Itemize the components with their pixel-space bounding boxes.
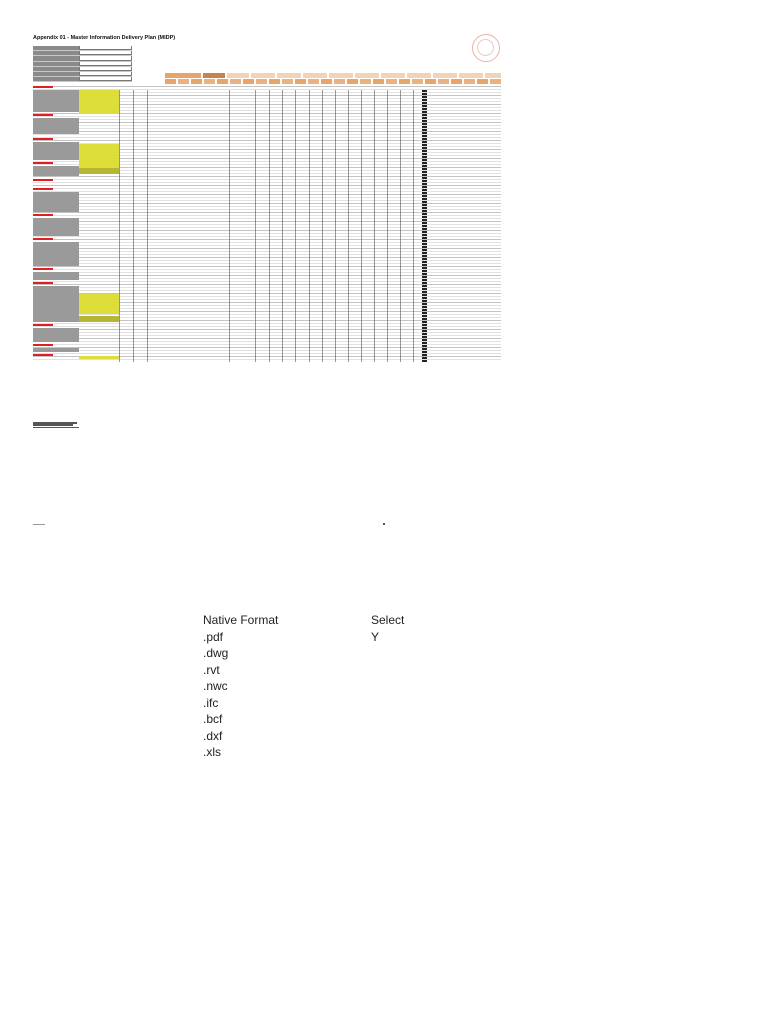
- table-row-line: [33, 233, 501, 234]
- section-marker: [33, 344, 53, 346]
- table-row-line: [33, 194, 501, 195]
- table-row-line: [33, 266, 501, 267]
- format-header: Native Format: [203, 613, 279, 628]
- sheet-title: Appendix 01 - Master Information Delivery Plan (MIDP): [33, 35, 176, 41]
- divider: [33, 524, 45, 525]
- format-extension: .pdf: [203, 629, 224, 644]
- status-mark: [422, 90, 427, 92]
- column-header-cell: [243, 79, 254, 84]
- table-row-line: [33, 191, 501, 192]
- column-group-header: [329, 73, 353, 78]
- status-mark: [422, 249, 427, 251]
- table-row-line: [33, 236, 501, 237]
- column-header-cell: [334, 79, 345, 84]
- status-mark: [422, 150, 427, 152]
- status-mark: [422, 336, 427, 338]
- status-mark: [422, 264, 427, 266]
- column-header-cell: [399, 79, 410, 84]
- column-group-header: [381, 73, 405, 78]
- column-line: [387, 90, 388, 362]
- highlighted-cells: [79, 90, 119, 114]
- table-row-line: [33, 218, 501, 219]
- table-row-line: [33, 227, 501, 228]
- table-row-line: [33, 263, 501, 264]
- row-group-block: [33, 328, 79, 342]
- table-row-line: [33, 242, 501, 243]
- status-mark: [422, 123, 427, 125]
- table-row-line: [33, 212, 501, 213]
- format-row: [203, 629, 431, 646]
- table-row-line: [33, 188, 501, 189]
- format-extension: .xls: [203, 745, 221, 760]
- column-line: [335, 90, 336, 362]
- table-row-line: [33, 284, 501, 285]
- table-row-line: [33, 125, 501, 126]
- section-marker: [33, 162, 53, 164]
- table-row-line: [33, 203, 501, 204]
- column-header-cell: [178, 79, 189, 84]
- column-header-cell: [347, 79, 358, 84]
- status-mark: [422, 210, 427, 212]
- status-mark: [422, 267, 427, 269]
- status-mark: [422, 114, 427, 116]
- table-row-line: [33, 206, 501, 207]
- table-row-line: [33, 257, 501, 258]
- table-row-line: [33, 197, 501, 198]
- table-row-line: [33, 176, 501, 177]
- table-row-line: [33, 329, 501, 330]
- table-row-line: [33, 185, 501, 186]
- column-line: [295, 90, 296, 362]
- status-mark: [422, 333, 427, 335]
- table-row-line: [33, 338, 501, 339]
- format-extension: .rvt: [203, 662, 220, 677]
- highlighted-cells: [79, 356, 119, 359]
- status-mark: [422, 225, 427, 227]
- status-mark: [422, 189, 427, 191]
- section-marker: [33, 324, 53, 326]
- section-marker: [33, 138, 53, 140]
- column-group-header: [251, 73, 275, 78]
- format-rows: [203, 629, 431, 761]
- status-mark: [422, 141, 427, 143]
- status-mark: [422, 240, 427, 242]
- status-mark: [422, 105, 427, 107]
- table-row-line: [33, 278, 501, 279]
- status-mark: [422, 348, 427, 350]
- format-select: Y: [371, 629, 380, 644]
- table-row-line: [33, 239, 501, 240]
- table-row-line: [33, 131, 501, 132]
- format-row: [203, 728, 431, 745]
- column-line: [374, 90, 375, 362]
- row-group-block: [33, 286, 79, 322]
- table-row-line: [33, 200, 501, 201]
- status-mark: [422, 129, 427, 131]
- column-header-cell: [204, 79, 215, 84]
- column-header-cell: [477, 79, 488, 84]
- project-info-block: [33, 46, 132, 82]
- column-header-cell: [490, 79, 501, 84]
- column-line: [322, 90, 323, 362]
- format-row: [203, 711, 431, 728]
- highlighted-cells: [79, 294, 119, 314]
- section-marker: [33, 214, 53, 216]
- status-mark: [422, 126, 427, 128]
- status-mark: [422, 96, 427, 98]
- table-row-line: [33, 128, 501, 129]
- column-line: [255, 90, 256, 362]
- status-mark: [422, 237, 427, 239]
- status-mark: [422, 270, 427, 272]
- column-header-cell: [269, 79, 280, 84]
- status-mark: [422, 279, 427, 281]
- status-mark: [422, 312, 427, 314]
- status-mark: [422, 222, 427, 224]
- status-mark: [422, 120, 427, 122]
- column-group-header: [203, 73, 225, 78]
- status-mark: [422, 258, 427, 260]
- status-mark: [422, 111, 427, 113]
- status-mark: [422, 291, 427, 293]
- status-mark: [422, 183, 427, 185]
- column-line: [147, 90, 148, 362]
- column-header-cell: [438, 79, 449, 84]
- column-header-cell: [412, 79, 423, 84]
- status-mark: [422, 357, 427, 359]
- status-mark: [422, 165, 427, 167]
- status-mark: [422, 213, 427, 215]
- native-format-table: [203, 612, 431, 761]
- column-header-cell: [464, 79, 475, 84]
- section-marker: [33, 238, 53, 240]
- column-group-header: [433, 73, 457, 78]
- format-extension: .ifc: [203, 695, 219, 710]
- table-row-line: [33, 275, 501, 276]
- status-mark: [422, 303, 427, 305]
- table-row-line: [33, 287, 501, 288]
- table-row-line: [33, 269, 501, 270]
- status-mark: [422, 255, 427, 257]
- status-mark: [422, 216, 427, 218]
- highlighted-cells: [79, 144, 119, 168]
- status-mark: [422, 162, 427, 164]
- table-row-line: [33, 182, 501, 183]
- status-mark: [422, 231, 427, 233]
- column-group-header: [355, 73, 379, 78]
- status-mark: [422, 318, 427, 320]
- status-mark: [422, 339, 427, 341]
- status-mark: [422, 186, 427, 188]
- legend-notes: [33, 422, 79, 429]
- format-row: [203, 744, 431, 761]
- status-mark: [422, 207, 427, 209]
- status-mark: [422, 306, 427, 308]
- format-extension: .nwc: [203, 679, 228, 694]
- status-mark: [422, 288, 427, 290]
- status-mark: [422, 195, 427, 197]
- status-mark: [422, 285, 427, 287]
- column-header-cell: [425, 79, 436, 84]
- status-mark: [422, 153, 427, 155]
- status-mark: [422, 330, 427, 332]
- table-row-line: [33, 353, 501, 354]
- divider-mark: [383, 523, 385, 525]
- status-mark: [422, 132, 427, 134]
- column-line: [133, 90, 134, 362]
- column-line: [413, 90, 414, 362]
- status-mark: [422, 180, 427, 182]
- status-mark: [422, 342, 427, 344]
- column-group-header: [459, 73, 483, 78]
- company-seal-logo: [472, 34, 500, 62]
- status-mark: [422, 315, 427, 317]
- table-row-line: [33, 350, 501, 351]
- status-mark: [422, 201, 427, 203]
- status-mark: [422, 276, 427, 278]
- status-mark: [422, 138, 427, 140]
- table-row-line: [33, 272, 501, 273]
- status-mark: [422, 273, 427, 275]
- status-mark: [422, 159, 427, 161]
- table-row-line: [33, 335, 501, 336]
- format-row: [203, 695, 431, 712]
- section-marker: [33, 282, 53, 284]
- table-row-line: [33, 314, 501, 315]
- column-header-cell: [386, 79, 397, 84]
- format-row: [203, 645, 431, 662]
- table-row-line: [33, 122, 501, 123]
- status-mark: [422, 177, 427, 179]
- format-extension: .dwg: [203, 646, 229, 661]
- status-mark: [422, 282, 427, 284]
- format-row: [203, 662, 431, 679]
- table-row-line: [33, 209, 501, 210]
- status-mark: [422, 309, 427, 311]
- status-mark: [422, 243, 427, 245]
- status-mark: [422, 345, 427, 347]
- section-marker: [33, 354, 53, 356]
- status-mark: [422, 354, 427, 356]
- status-mark: [422, 135, 427, 137]
- table-row-line: [33, 344, 501, 345]
- table-row-line: [33, 260, 501, 261]
- midp-table: [33, 86, 501, 362]
- column-line: [361, 90, 362, 362]
- column-group-header: [277, 73, 301, 78]
- table-row-line: [33, 230, 501, 231]
- status-mark: [422, 99, 427, 101]
- row-group-block: [33, 118, 79, 134]
- status-mark: [422, 327, 427, 329]
- row-group-block: [33, 242, 79, 266]
- status-mark: [422, 117, 427, 119]
- table-row-line: [33, 251, 501, 252]
- column-header-cell: [256, 79, 267, 84]
- row-group-block: [33, 192, 79, 212]
- row-group-block: [33, 348, 79, 352]
- status-mark: [422, 228, 427, 230]
- column-group-header: [227, 73, 249, 78]
- status-mark: [422, 351, 427, 353]
- table-row-line: [33, 254, 501, 255]
- status-mark: [422, 261, 427, 263]
- status-mark: [422, 297, 427, 299]
- status-mark: [422, 102, 427, 104]
- column-header-cell: [282, 79, 293, 84]
- table-row-line: [33, 86, 501, 87]
- column-group-header: [165, 73, 201, 78]
- row-group-block: [33, 166, 79, 176]
- column-header-cell: [295, 79, 306, 84]
- column-line: [348, 90, 349, 362]
- column-header-cell: [191, 79, 202, 84]
- section-marker: [33, 188, 53, 190]
- section-marker: [33, 114, 53, 116]
- status-mark: [422, 171, 427, 173]
- column-header-band: [165, 73, 501, 85]
- format-extension: .dxf: [203, 728, 223, 743]
- table-row-line: [33, 179, 501, 180]
- column-group-header: [303, 73, 327, 78]
- status-mark: [422, 234, 427, 236]
- status-mark: [422, 300, 427, 302]
- table-row-line: [33, 341, 501, 342]
- column-header-top: [165, 73, 501, 78]
- column-line: [119, 90, 120, 362]
- table-row-line: [33, 221, 501, 222]
- column-header-cell: [373, 79, 384, 84]
- column-group-header: [407, 73, 431, 78]
- section-marker: [33, 179, 53, 181]
- status-mark: [422, 219, 427, 221]
- format-extension: .bcf: [203, 712, 223, 727]
- row-group-block: [33, 142, 79, 160]
- column-line: [400, 90, 401, 362]
- highlighted-cells: [79, 168, 119, 174]
- status-mark: [422, 108, 427, 110]
- status-mark: [422, 252, 427, 254]
- column-group-header: [485, 73, 501, 78]
- status-mark: [422, 324, 427, 326]
- row-group-block: [33, 90, 79, 112]
- table-row-line: [33, 119, 501, 120]
- status-mark: [422, 93, 427, 95]
- status-mark: [422, 198, 427, 200]
- status-mark: [422, 321, 427, 323]
- column-header-bottom: [165, 79, 501, 84]
- column-line: [229, 90, 230, 362]
- table-row-line: [33, 137, 501, 138]
- column-header-cell: [308, 79, 319, 84]
- table-row-line: [33, 248, 501, 249]
- status-mark: [422, 144, 427, 146]
- select-header: Select: [371, 613, 405, 628]
- status-mark: [422, 360, 427, 362]
- table-row-line: [33, 134, 501, 135]
- section-marker: [33, 86, 53, 88]
- table-row-line: [33, 290, 501, 291]
- status-mark: [422, 174, 427, 176]
- status-mark: [422, 294, 427, 296]
- column-header-cell: [165, 79, 176, 84]
- column-line: [269, 90, 270, 362]
- status-mark: [422, 204, 427, 206]
- column-header-cell: [321, 79, 332, 84]
- table-row-line: [33, 116, 501, 117]
- table-row-line: [33, 347, 501, 348]
- row-group-block: [33, 218, 79, 236]
- row-group-block: [33, 272, 79, 280]
- table-row-line: [33, 215, 501, 216]
- status-mark: [422, 147, 427, 149]
- column-header-cell: [217, 79, 228, 84]
- column-line: [282, 90, 283, 362]
- status-mark: [422, 192, 427, 194]
- status-mark: [422, 156, 427, 158]
- column-line: [309, 90, 310, 362]
- table-row-line: [33, 359, 501, 360]
- format-header-row: [203, 612, 431, 629]
- column-header-cell: [360, 79, 371, 84]
- table-row-line: [33, 140, 501, 141]
- status-mark: [422, 246, 427, 248]
- status-mark: [422, 168, 427, 170]
- table-row-line: [33, 326, 501, 327]
- table-row-line: [33, 323, 501, 324]
- table-row-line: [33, 224, 501, 225]
- highlighted-cells: [79, 316, 119, 322]
- table-row-line: [33, 245, 501, 246]
- table-row-line: [33, 332, 501, 333]
- column-header-cell: [451, 79, 462, 84]
- section-marker: [33, 268, 53, 270]
- column-header-cell: [230, 79, 241, 84]
- info-row: [33, 77, 132, 82]
- table-row-line: [33, 281, 501, 282]
- format-row: [203, 678, 431, 695]
